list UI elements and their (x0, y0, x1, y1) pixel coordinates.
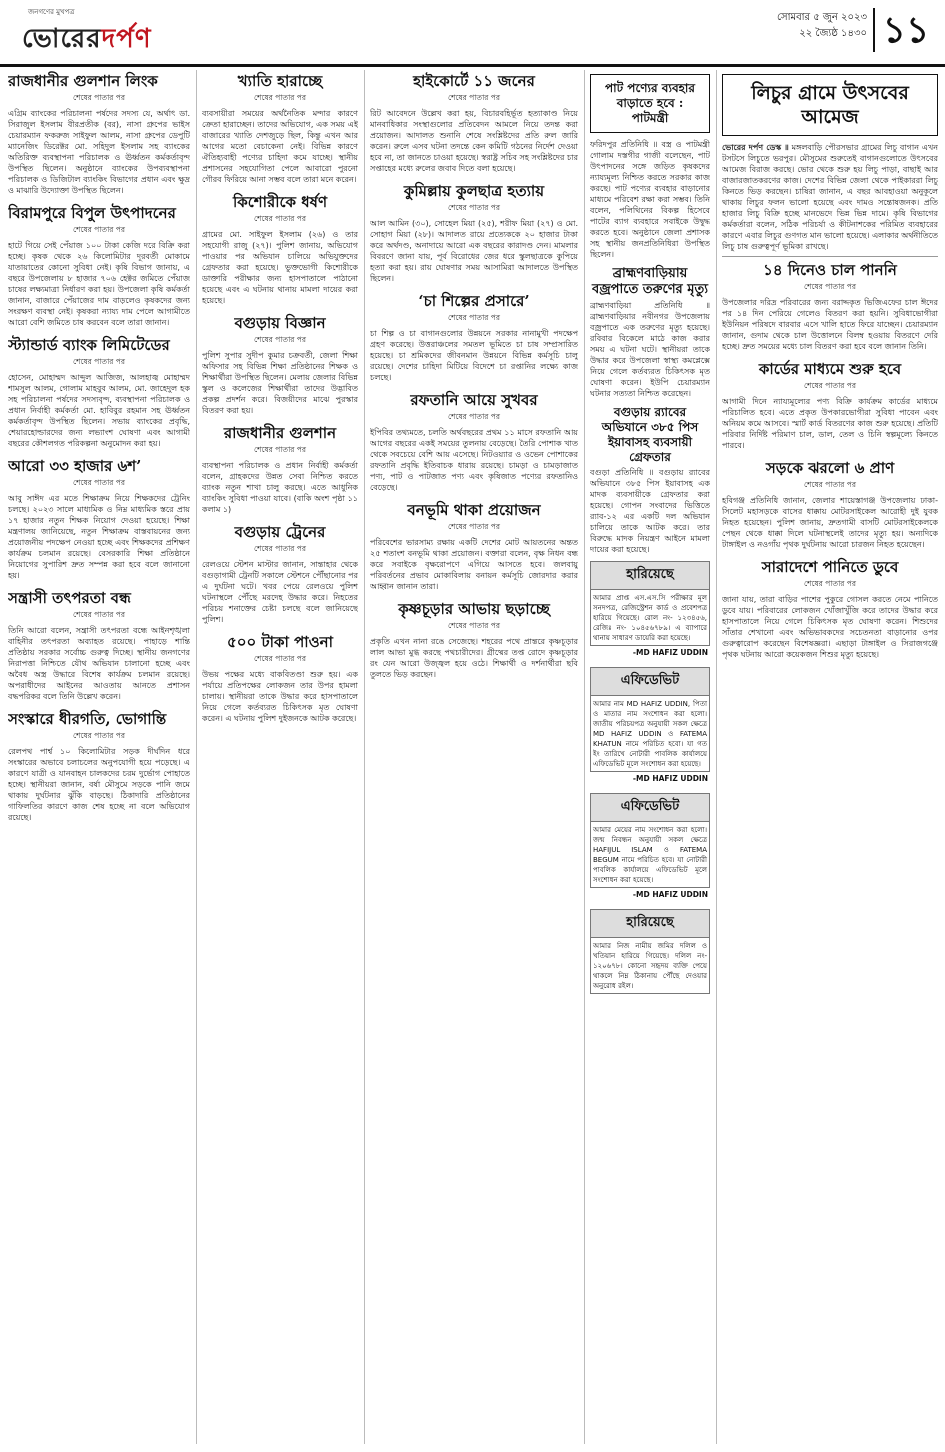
article-body: ব্যবসায়ীরা সময়ের অর্থনৈতিক মন্দার কারণে ক্রেতা হারাচ্ছেন। তাদের অভিযোগ, এক সময় এই বাজারের খ্যাতি দেশজুড়ে ছিল, কিন্তু এখন আর আগের মতো বেচাকেনা নেই। বিভিন্ন কারণে ঐতিহ্যবাহী পণ্যের চাহিদা কমে যাচ্ছে। স্থানীয় প্রশাসনের সহযোগিতা পেলে আবারো পুরনো গৌরব ফিরিয়ে আনা সম্ভব বলে তারা মনে করেন। (202, 109, 358, 184)
article-headline[interactable]: সড়কে ঝরলো ৬ প্রাণ (765, 459, 895, 477)
article-text: মঙ্গলবাড়ি পৌরসভার গ্রামের লিচু বাগান এখন টসটসে লিচুতে ভরপুর। মৌসুমের শুরুতেই বাগানগুলোতে উৎসবের আমেজ বিরাজ করছে। ভোর থেকে শুরু হয় লিচু পাড়া, বাছাই আর বাজারজাতকরণের কাজ। দেশের বিভিন্ন জেলা থেকে পাইকাররা লিচু কিনতে ভিড় করছেন। চাষিরা জানান, এ বছর আবহাওয়া অনুকূলে থাকায় লিচুর ফলন ভালো হয়েছে এবং দামও সন্তোষজনক। প্রতি হাজার লিচু বিক্রি হচ্ছে মানভেদে ভিন্ন ভিন্ন দামে। কৃষি বিভাগের কর্মকর্তারা বলেন, সঠিক পরিচর্যা ও কীটনাশকের পরিমিত ব্যবহারের কারণে এবার লিচুর গুণগত মান ভালো হয়েছে। এলাকার অর্থনীতিতে লিচু চাষ গুরুত্বপূর্ণ ভূমিকা রাখছে। (722, 143, 938, 251)
article[interactable] (8, 457, 190, 581)
article[interactable] (370, 600, 578, 680)
issue-date (777, 10, 867, 42)
article-headline[interactable]: বিরামপুরে বিপুল উৎপাদনের (8, 204, 176, 222)
article[interactable] (202, 193, 358, 306)
article-headline[interactable]: লিচুর গ্রামে উৎসবের আমেজ (751, 82, 909, 128)
article-body: আল আমিন (৩০), সোহেল মিয়া (২৫), শরীফ মিয়া (২৭) ও মো. সোহাগ মিয়া (২৮)। আদালত রায়ে প্রত্যেককে ২০ হাজার টাকা করে অর্থদণ্ড, অনাদায়ে আরো এক বছরের কারাদণ্ড দেন। মামলার বিবরণে জানা যায়, পূর্ব বিরোধের জের ধরে স্কুলছাত্রকে কুপিয়ে হত্যা করা হয়। রায় ঘোষণার সময় আসামিরা আদালতে উপস্থিত ছিলেন। (370, 219, 578, 283)
article[interactable] (8, 336, 190, 449)
article-headline[interactable]: খ্যাতি হারাচ্ছে (237, 72, 323, 90)
classified-notice[interactable] (590, 561, 710, 661)
article[interactable] (370, 182, 578, 284)
article-headline[interactable]: স্ট্যান্ডার্ড ব্যাংক লিমিটেডের (8, 336, 170, 354)
article-headline[interactable]: কিশোরীকে ধর্ষণ (232, 193, 328, 211)
article-body: ইপিবির তথ্যমতে, চলতি অর্থবছরের প্রথম ১১ মাসে রফতানি আয় আগের বছরের একই সময়ের তুলনায় বেড়েছে। তৈরি পোশাক খাত থেকে সবচেয়ে বেশি আয় এসেছে। নিটওয়্যার ও ওভেন পোশাকের রফতানি প্রবৃদ্ধি ইতিবাচক ধারায় রয়েছে। চামড়া ও চামড়াজাত পণ্য, পাট ও পাটজাত পণ্য এবং কৃষিজাত পণ্যের রফতানিও বেড়েছে। (370, 428, 578, 492)
article-body: হোসেন, মোহাম্মদ আব্দুল আজিজ, আলহাজ্ব মোহাম্মদ শামসুল আলম, গোলাম মাহবুব আলম, মো. জাহেদুল হক সহ পরিচালনা পর্ষদের সদস্যবৃন্দ, ব্যবস্থাপনা পরিচালক ও প্রধান নির্বাহী কর্মকর্তা মো. হাবিবুর রহমান সহ ঊর্ধ্বতন কর্মকর্তাবৃন্দ উপস্থিত ছিলেন। সভায় ব্যাংকের প্রবৃদ্ধি, শেয়ারহোল্ডারদের জন্য লভ্যাংশ ঘোষণা এবং আগামী বছরের কৌশলগত পরিকল্পনা অনুমোদন করা হয়। (8, 373, 190, 448)
article-body: বগুড়া প্রতিনিধি ॥ বগুড়ায় র‍্যাবের অভিযানে ৩৮৫ পিস ইয়াবাসহ এক মাদক ব্যবসায়ীকে গ্রেফতার করা হয়েছে। গোপন সংবাদের ভিত্তিতে র‍্যাব-১২ এর একটি দল অভিযান চালিয়ে তাকে আটক করে। তার বিরুদ্ধে মাদক নিয়ন্ত্রণ আইনে মামলা দায়ের করা হয়েছে। (590, 468, 710, 554)
continuation-note: শেষের পাতার পর (804, 579, 856, 588)
article-body (722, 142, 938, 252)
notice-signature: -MD HAFIZ UDDIN (632, 890, 708, 899)
article-body: রেলওয়ে স্টেশন মাস্টার জানান, সান্তাহার থেকে বগুড়াগামী ট্রেনটি সকালে স্টেশনে পৌঁছানোর পর এ দুর্ঘটনা ঘটে। খবর পেয়ে রেলওয়ে পুলিশ ঘটনাস্থলে পৌঁছে মরদেহ উদ্ধার করে। নিহতের পরিচয় শনাক্তের চেষ্টা চলছে বলে জানিয়েছে পুলিশ। (202, 560, 358, 624)
article[interactable] (722, 558, 938, 660)
logo-name-part2: দর্পণ (101, 24, 152, 54)
notice-signature: -MD HAFIZ UDDIN (632, 648, 708, 657)
article[interactable] (8, 589, 190, 702)
article-body: প্রকৃতি এখন নানা রঙে সেজেছে। শহরের পথে প্রান্তরে কৃষ্ণচূড়ার লাল আভা মুগ্ধ করছে পথচারীদের। গ্রীষ্মের তপ্ত রোদে কৃষ্ণচূড়ার রং যেন আরো উজ্জ্বল হয়ে ওঠে। শিক্ষার্থী ও দর্শনার্থীরা ছবি তুলতে ভিড় করছেন। (370, 637, 578, 679)
article[interactable] (202, 633, 358, 724)
column-4 (590, 70, 710, 1446)
notice-title: হারিয়েছে (590, 561, 710, 590)
article-headline[interactable]: আরো ৩৩ হাজার ৬শ’ (8, 457, 142, 475)
notice-body: আমার নাম MD HAFIZ UDDIN, পিতা ও মাতার নাম সংশোধন করা হলো। জাতীয় পরিচয়পত্র অনুযায়ী সকল ক্ষেত্রে MD HAFIZ UDDIN ও FATEMA KHATUN নামে পরিচিত হবো। যা গত ইং তারিখে নোটারী পাবলিক কার্যালয়ে এফিডেভিট মূলে সংশোধন করা হয়েছে। (590, 696, 710, 772)
continuation-note: শেষের পাতার পর (804, 282, 856, 291)
article-body: হাটে গিয়ে সেই পেঁয়াজ ১০০ টাকা কেজি দরে বিক্রি করা হচ্ছে। কৃষক থেকে ২৬ কিলোমিটার দূরবর্তী মোকামে যাতায়াতের কোনো সুবিধা নেই। কৃষি বিভাগ জানায়, এ বছরে উপজেলায় ৮ হাজার ৭০৬ হেক্টর জমিতে পেঁয়াজ চাষের লক্ষ্যমাত্রা নির্ধারণ করা হয়। উপজেলা কৃষি কর্মকর্তা জানান, বাজারে পেঁয়াজের দাম বাড়লেও কৃষকদের জন্য সংরক্ষণ ব্যবস্থা নেই। কৃষকরা ন্যায্য দাম পেলে আগামীতে আরো বেশি জমিতে চাষ করবেন বলে তারা জানান। (8, 241, 190, 327)
classified-notice[interactable] (590, 909, 710, 994)
article-headline[interactable]: সারাদেশে পানিতে ডুবে (761, 558, 899, 576)
classified-notice[interactable] (590, 667, 710, 787)
article[interactable] (590, 74, 710, 133)
article-body: রিট আবেদনে উল্লেখ করা হয়, বিচারবহির্ভূত হত্যাকাণ্ড নিয়ে মানবাধিকার সংস্থাগুলোর প্রতিবেদন আমলে নিয়ে তদন্ত করা প্রয়োজন। আদালত শুনানি শেষে সংশ্লিষ্টদের প্রতি রুল জারি করেন। রুলে এসব ঘটনা তদন্তে কেন কমিটি গঠনের নির্দেশ দেওয়া হবে না, তা জানতে চাওয়া হয়েছে। স্বরাষ্ট্র সচিব সহ সংশ্লিষ্টদের চার সপ্তাহের মধ্যে রুলের জবাব দিতে বলা হয়েছে। (370, 109, 578, 173)
article[interactable] (202, 424, 358, 515)
article-body: হবিগঞ্জ প্রতিনিধি জানান, জেলার শায়েস্তাগঞ্জ উপজেলায় ঢাকা-সিলেট মহাসড়কে বাসের ধাক্কায় মোটরসাইকেল আরোহী দুই যুবক নিহত হয়েছেন। পুলিশ জানায়, দ্রুতগামী বাসটি মোটরসাইকেলকে পেছন থেকে ধাক্কা দিলে ঘটনাস্থলেই তাদের মৃত্যু হয়। অন্যদিকে টাঙ্গাইল ও নওগাঁয় পৃথক দুর্ঘটনায় আরো চারজন নিহত হয়েছেন। (722, 496, 938, 549)
continuation-note: শেষের পাতার পর (448, 93, 500, 102)
continuation-note: শেষের পাতার পর (254, 214, 306, 223)
article[interactable] (8, 72, 190, 196)
notice-body: আমার প্রাপ্ত এস.এস.সি পরীক্ষার মূল সনদপত্র, রেজিস্ট্রেশন কার্ড ও প্রবেশপত্র হারিয়ে গিয়েছে। রোল নং- ১২৩৪৫৬, রেজিঃ নং- ১০৪৫৬৭৮৯। এ ব্যাপারে থানায় সাধারণ ডায়েরি করা হয়েছে। (590, 590, 710, 646)
notice-title: হারিয়েছে (590, 909, 710, 938)
continuation-note: শেষের পাতার পর (73, 93, 125, 102)
article[interactable] (8, 710, 190, 823)
article[interactable] (8, 204, 190, 328)
article-headline[interactable]: কৃষ্ণচূড়ার আভায় ছড়াচ্ছে (398, 600, 550, 618)
article-headline[interactable]: কার্ডের মাধ্যমে শুরু হবে (758, 360, 902, 378)
article-headline[interactable]: হাইকোর্টে ১১ জনের (413, 72, 535, 90)
article[interactable] (370, 292, 578, 383)
continuation-note: শেষের পাতার পর (804, 480, 856, 489)
article-body: উভয় পক্ষের মধ্যে বাকবিতণ্ডা শুরু হয়। এক পর্যায়ে প্রতিপক্ষের লোকজন তার উপর হামলা চালায়। স্থানীয়রা তাকে উদ্ধার করে হাসপাতালে নিয়ে গেলে কর্তব্যরত চিকিৎসক মৃত ঘোষণা করেন। এ ঘটনায় পুলিশ দুইজনকে আটক করেছে। (202, 670, 358, 723)
divider (722, 256, 938, 257)
logo-tagline: জনগণের মুখপত্র (28, 8, 75, 16)
continuation-note: শেষের পাতার পর (73, 610, 125, 619)
column-divider (196, 70, 197, 1444)
logo-name (22, 24, 152, 54)
article-headline[interactable]: সন্ত্রাসী তৎপরতা বন্ধ (8, 589, 131, 607)
article-headline[interactable]: কুমিল্লায় কুলছাত্র হত্যায় (403, 182, 545, 200)
article[interactable] (202, 314, 358, 416)
column-divider (716, 70, 717, 1444)
notice-title: এফিডেভিট (590, 793, 710, 822)
notice-signature: -MD HAFIZ UDDIN (632, 774, 708, 783)
article-headline[interactable]: ব্রাহ্মণবাড়িয়ায় বজ্রপাতে তরুণের মৃত্যু (592, 266, 708, 297)
article-headline[interactable]: রফতানি আয়ে সুখবর (410, 391, 538, 409)
article-body: পুলিশ সুপার সুদীপ কুমার চক্রবর্তী, জেলা শিক্ষা অফিসার সহ বিভিন্ন শিক্ষা প্রতিষ্ঠানের শিক্ষক ও শিক্ষার্থীরা উপস্থিত ছিলেন। মেলায় জেলার বিভিন্ন স্কুল ও কলেজের শিক্ষার্থীরা তাদের উদ্ভাবিত প্রকল্প প্রদর্শন করে। বিজয়ীদের মাঝে পুরস্কার বিতরণ করা হয়। (202, 351, 358, 415)
continuation-note: শেষের পাতার পর (254, 654, 306, 663)
continuation-note: শেষের পাতার পর (254, 544, 306, 553)
issue-date-bn: ২২ জ্যৈষ্ঠ ১৪৩০ (799, 28, 867, 39)
article-body: তিনি আরো বলেন, সন্ত্রাসী তৎপরতা বন্ধে আইনশৃঙ্খলা বাহিনীর তৎপরতা অব্যাহত রয়েছে। পাহাড়ে শান্তি প্রতিষ্ঠায় সরকার সর্বোচ্চ গুরুত্ব দিচ্ছে। স্থানীয় জনগণের নিরাপত্তা নিশ্চিতে যৌথ অভিযান চালানো হচ্ছে এবং অবৈধ অস্ত্র উদ্ধারে বিশেষ কার্যক্রম চলমান রয়েছে। অপরাধীদের আইনের আওতায় আনতে প্রশাসন বদ্ধপরিকর বলে তিনি উল্লেখ করেন। (8, 626, 190, 701)
article-headline[interactable]: বনভূমি থাকা প্রয়োজন (407, 501, 541, 519)
article[interactable] (370, 391, 578, 493)
page-number: ১১ (873, 8, 937, 52)
notice-body: আমার নিজ নামীয় জমির দলিল ও খতিয়ান হারিয়ে গিয়েছে। দলিল নং- ১২০৬৭৮। কোনো সহৃদয় ব্যক্তি পেয়ে থাকলে নিম্ন ঠিকানায় পৌঁছে দেওয়ার অনুরোধ রইল। (590, 938, 710, 994)
continuation-note: শেষের পাতার পর (254, 445, 306, 454)
continuation-note: শেষের পাতার পর (448, 522, 500, 531)
article-headline[interactable]: ‘চা শিল্পের প্রসারে’ (418, 292, 530, 310)
article[interactable] (722, 459, 938, 550)
continuation-note: শেষের পাতার পর (73, 357, 125, 366)
article[interactable] (722, 74, 938, 136)
article-body: ব্যবস্থাপনা পরিচালক ও প্রধান নির্বাহী কর্মকর্তা বলেন, গ্রাহকদের উন্নত সেবা নিশ্চিত করতে ব্যাংক নতুন শাখা চালু করছে। এতে আধুনিক ব্যাংকিং সুবিধা পাওয়া যাবে। (বাকি অংশ পৃষ্ঠা ১১ কলাম ১) (202, 461, 358, 514)
masthead (0, 0, 945, 67)
notice-title: এফিডেভিট (590, 667, 710, 696)
notice-body: আমার মেয়ের নাম সংশোধন করা হলো। জন্ম নিবন্ধন অনুযায়ী সকল ক্ষেত্রে HAFIJUL ISLAM ও FATEMA BEGUM নামে পরিচিত হবে। যা নোটারী পাবলিক কার্যালয়ে এফিডেভিট মূলে সংশোধন করা হয়েছে। (590, 822, 710, 888)
article-headline[interactable]: বগুড়ায় র‍্যাবের অভিযানে ৩৮৫ পিস ইয়াবাসহ ব্যবসায়ী গ্রেফতার (601, 405, 699, 464)
issue-date-en: সোমবার ৫ জুন ২০২৩ (776, 12, 867, 23)
column-divider (364, 70, 365, 1444)
continuation-note: শেষের পাতার পর (73, 478, 125, 487)
article-headline[interactable]: বগুড়ায় ট্রেনের (234, 523, 326, 541)
article-body: আবু সাঈদ এর মতে শিক্ষাক্রম নিয়ে শিক্ষকদের ট্রেনিং চলছে। ২০২৩ সালে মাধ্যমিক ও নিম্ন মাধ্যমিক স্তরে প্রায় ১৭ হাজার নতুন শিক্ষক নিয়োগ দেওয়া হয়েছে। শিক্ষা মন্ত্রণালয় জানিয়েছে, নতুন শিক্ষাক্রম বাস্তবায়নের জন্য প্রয়োজনীয় পদক্ষেপ নেওয়া হচ্ছে এবং শিক্ষকদের প্রশিক্ষণ কার্যক্রম চলমান রয়েছে। বেসরকারি শিক্ষা প্রতিষ্ঠানে নিয়োগের সুপারিশ দ্রুত সম্পন্ন করা হবে বলে জানানো হয়। (8, 494, 190, 580)
article-body: আগামী দিনে ন্যায্যমূল্যের পণ্য বিক্রি কার্যক্রম কার্ডের মাধ্যমে পরিচালিত হবে। এতে প্রকৃত উপকারভোগীরা সুবিধা পাবেন এবং অনিয়ম কমে আসবে। স্মার্ট কার্ড বিতরণের কাজ শুরু হয়েছে। প্রতিটি পরিবার নির্দিষ্ট পরিমাণ চাল, ডাল, তেল ও চিনি স্বল্পমূল্যে কিনতে পারবে। (722, 397, 938, 450)
continuation-note: শেষের পাতার পর (73, 731, 125, 740)
column-3 (370, 70, 578, 1446)
article-headline[interactable]: রাজধানীর গুলশান লিংক (8, 72, 158, 90)
continuation-note: শেষের পাতার পর (254, 335, 306, 344)
column-5 (722, 70, 938, 1446)
article-body: গ্রামের মো. সাইফুল ইসলাম (২৬) ও তার সহযোগী রাজু (২৭)। পুলিশ জানায়, অভিযোগ পাওয়ার পর অভিযান চালিয়ে অভিযুক্তদের গ্রেফতার করা হয়েছে। ভুক্তভোগী কিশোরীকে ডাক্তারি পরীক্ষার জন্য হাসপাতালে পাঠানো হয়েছে এবং এ ঘটনায় থানায় মামলা দায়ের করা হয়েছে। (202, 230, 358, 305)
article-headline[interactable]: পাট পণ্যের ব্যবহার বাড়াতে হবে : পাটমন্ত্রী (604, 81, 696, 125)
article-body: ফরিদপুর প্রতিনিধি ॥ বস্ত্র ও পাটমন্ত্রী গোলাম দস্তগীর গাজী বলেছেন, পাট উৎপাদনের সঙ্গে জড়িত কৃষকদের ন্যায্যমূল্য নিশ্চিত করতে সরকার কাজ করছে। পাট পণ্যের ব্যবহার বাড়ানোর মাধ্যমে পরিবেশ রক্ষা করা সম্ভব। তিনি বলেন, পলিথিনের বিকল্প হিসেবে পাটের ব্যাগ ব্যবহারে সবাইকে উদ্বুদ্ধ করতে হবে। অনুষ্ঠানে জেলা প্রশাসক সহ স্থানীয় জনপ্রতিনিধিরা উপস্থিত ছিলেন। (590, 140, 710, 259)
article-body: রেলপথ পার্শ্ব ১০ কিলোমিটার সড়ক দীর্ঘদিন ধরে সংস্কারের অভাবে চলাচলের অনুপযোগী হয়ে পড়েছে। এ কারণে যাত্রী ও যানবাহন চালকদের চরম দুর্ভোগ পোহাতে হচ্ছে। স্থানীয়রা জানান, বর্ষা মৌসুমে সড়কে পানি জমে থাকায় দুর্ঘটনার ঝুঁকি বাড়ছে। ঠিকাদারি প্রতিষ্ঠানের গাফিলতির কারণে কাজ শেষ হচ্ছে না বলে অভিযোগ রয়েছে। (8, 747, 190, 822)
article-headline[interactable]: বগুড়ায় বিজ্ঞান (234, 314, 326, 332)
column-2 (202, 70, 358, 1446)
article-body: চা শিল্প ও চা বাগানগুলোর উন্নয়নে সরকার নানামুখী পদক্ষেপ গ্রহণ করেছে। উত্তরাঞ্চলের সমতল ভূমিতে চা চাষ সম্প্রসারিত হয়েছে। চা শ্রমিকদের জীবনমান উন্নয়নে বিভিন্ন কর্মসূচি চালু রয়েছে। দেশের চাহিদা মিটিয়ে বিদেশে চা রপ্তানির লক্ষ্যে কাজ চলছে। (370, 329, 578, 382)
article-headline[interactable]: সংস্কারে ধীরগতি, ভোগান্তি (8, 710, 167, 728)
logo-name-part1: ভোরের (22, 24, 102, 54)
article[interactable] (202, 72, 358, 185)
article-headline[interactable]: রাজধানীর গুলশান (223, 424, 337, 442)
article[interactable] (722, 360, 938, 451)
continuation-note: শেষের পাতার পর (448, 313, 500, 322)
continuation-note: শেষের পাতার পর (73, 225, 125, 234)
article-byline: ভোরের দর্পণ ডেস্ক ॥ (722, 143, 789, 152)
article-body: পরিবেশের ভারসাম্য রক্ষায় একটি দেশের মোট আয়তনের অন্তত ২৫ শতাংশ বনভূমি থাকা প্রয়োজন। বক্তারা বলেন, বৃক্ষ নিধন বন্ধ করে সবাইকে বৃক্ষরোপণে এগিয়ে আসতে হবে। জলবায়ু পরিবর্তনের প্রভাব মোকাবিলায় বনায়ন কর্মসূচি জোরদার করার আহ্বান জানান তারা। (370, 538, 578, 591)
article-headline[interactable]: ১৪ দিনেও চাল পাননি (763, 261, 897, 279)
article[interactable] (370, 72, 578, 174)
article-body: জানা যায়, তারা বাড়ির পাশের পুকুরে গোসল করতে নেমে পানিতে ডুবে যায়। পরিবারের লোকজন খোঁজাখুঁজি করে তাদের উদ্ধার করে হাসপাতালে নিয়ে গেলে চিকিৎসক মৃত ঘোষণা করেন। শিশুদের সাঁতার শেখানো এবং অভিভাবকদের সচেতনতা বাড়ানোর ওপর গুরুত্বারোপ করেছেন বিশেষজ্ঞরা। এছাড়া টাঙ্গাইল ও সিরাজগঞ্জে পৃথক ঘটনায় আরো কয়েকজন শিশুর মৃত্যু হয়েছে। (722, 595, 938, 659)
article[interactable] (722, 261, 938, 352)
continuation-note: শেষের পাতার পর (448, 621, 500, 630)
classified-notice[interactable] (590, 793, 710, 903)
article-body: এগ্রিম ব্যাংকের পরিচালনা পর্ষদের সদস্য যে, অর্থাৎ ডা. সিরাজুল ইসলাম বীরপ্রতীক (বর), নাসা গ্রুপের ভাইস চেয়ারম্যান ফকরুজ সাইফুল আলম, নাসা গ্রুপের ডেপুটি ম্যানেজিং ডিরেক্টর মো. সহিদুল ইসলাম সহ ব্যাংকের অতিরিক্ত ব্যবস্থাপনা পরিচালক ও ঊর্ধ্বতন কর্মকর্তাবৃন্দ উপস্থিত ছিলেন। অনুষ্ঠানে ব্যাংকের উপব্যবস্থাপনা পরিচালক ও ডিজিটাল ব্যাংকিং বিভাগের প্রধান এবং ক্ষুদ্র ও মাঝারি উদ্যোক্তা উপস্থিত ছিলেন। (8, 109, 190, 195)
article[interactable] (370, 501, 578, 592)
continuation-note: শেষের পাতার পর (804, 381, 856, 390)
continuation-note: শেষের পাতার পর (254, 93, 306, 102)
article-body: ব্রাহ্মণবাড়িয়া প্রতিনিধি ॥ ব্রাহ্মণবাড়িয়ার নবীনগর উপজেলায় বজ্রপাতে এক তরুণের মৃত্যু হয়েছে। রবিবার বিকেলে মাঠে কাজ করার সময় এ ঘটনা ঘটে। স্থানীয়রা তাকে উদ্ধার করে উপজেলা স্বাস্থ্য কমপ্লেক্সে নিয়ে গেলে কর্তব্যরত চিকিৎসক মৃত ঘোষণা করেন। ইউপি চেয়ারম্যান ঘটনার সত্যতা নিশ্চিত করেছেন। (590, 301, 710, 398)
continuation-note: শেষের পাতার পর (448, 412, 500, 421)
column-1 (8, 70, 190, 1446)
article-headline[interactable]: ৫০০ টাকা পাওনা (227, 633, 333, 651)
newspaper-logo[interactable] (22, 6, 152, 62)
article-body: উপজেলার দরিদ্র পরিবারের জন্য বরাদ্দকৃত ভিজিএফের চাল ঈদের পর ১৪ দিন পেরিয়ে গেলেও বিতরণ করা হয়নি। সুবিধাভোগীরা ইউনিয়ন পরিষদে বারবার এসে খালি হাতে ফিরে যাচ্ছেন। চেয়ারম্যান জানান, গুদাম থেকে চাল উত্তোলনে বিলম্ব হওয়ায় বিতরণে দেরি হচ্ছে। দ্রুত সময়ের মধ্যে চাল বিতরণ করা হবে বলে জানান তিনি। (722, 298, 938, 351)
article[interactable] (202, 523, 358, 625)
column-divider (584, 70, 585, 1444)
continuation-note: শেষের পাতার পর (448, 203, 500, 212)
